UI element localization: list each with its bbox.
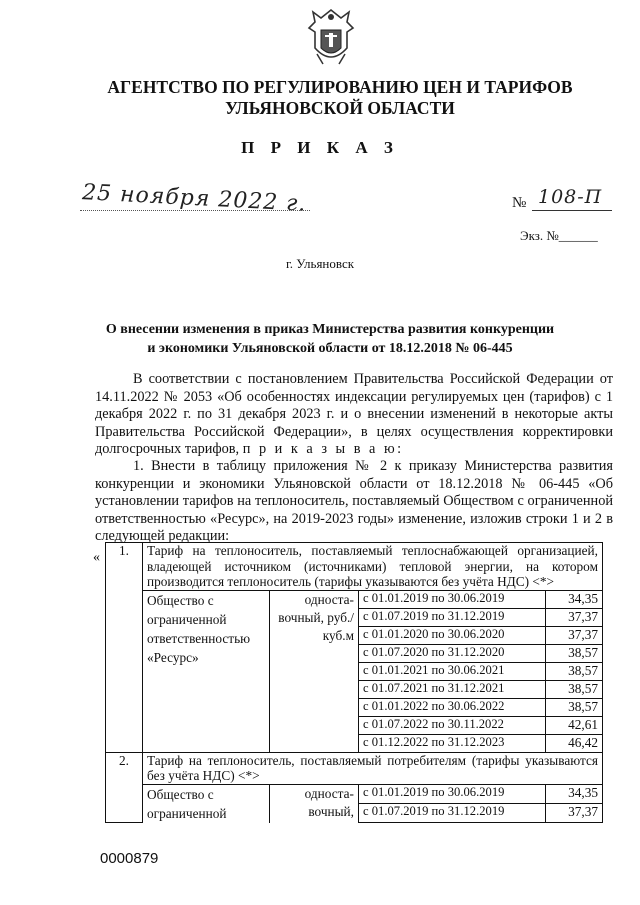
- table-row: [106, 590, 603, 608]
- city: г. Ульяновск: [285, 256, 355, 271]
- copy-number: Экз. №______: [520, 228, 598, 243]
- value-cell: 37,37: [546, 608, 603, 626]
- period-cell: с 01.07.2022 по 30.11.2022: [359, 716, 546, 734]
- table-row-2-header: [106, 752, 603, 784]
- handwritten-date: 25 ноября 2022 г.: [81, 180, 307, 217]
- row-2-unit: односта-вочный,: [270, 784, 359, 823]
- value-cell: 38,57: [546, 644, 603, 662]
- row-2-description: Тариф на теплоноситель, поставляемый потребителям (тарифы указываются без учёта НДС) <*>: [143, 752, 603, 784]
- period-cell: с 01.07.2020 по 31.12.2020: [359, 644, 546, 662]
- handwritten-number: 108-П: [538, 186, 603, 208]
- row-1-description: Тариф на теплоноситель, поставляемый теплоснабжающей организацией, владеющей источником (источниками) тепловой энергии, на котором производится теплоноситель (тарифы указываются без учёта НДС) <*>: [143, 543, 603, 591]
- period-cell: с 01.01.2019 по 30.06.2019: [359, 784, 546, 803]
- period-cell: с 01.07.2019 по 31.12.2019: [359, 608, 546, 626]
- period-cell: с 01.07.2021 по 31.12.2021: [359, 680, 546, 698]
- table-row: [106, 784, 603, 803]
- value-cell: 46,42: [546, 734, 603, 752]
- order-subject: [100, 320, 560, 358]
- value-cell: 34,35: [546, 784, 603, 803]
- period-cell: с 01.01.2019 по 30.06.2019: [359, 590, 546, 608]
- agency-name-line1: АГЕНТСТВО ПО РЕГУЛИРОВАНИЮ ЦЕН И ТАРИФОВ: [107, 77, 573, 97]
- paragraph-preamble: [95, 371, 613, 459]
- value-cell: 37,37: [546, 626, 603, 644]
- number-underline: [532, 210, 612, 211]
- period-cell: с 01.12.2022 по 31.12.2023: [359, 734, 546, 752]
- table-row-1-header: [106, 543, 603, 591]
- tariff-table: [105, 542, 603, 823]
- row-number-1: 1.: [106, 543, 143, 753]
- document-type: П Р И К А З: [241, 138, 399, 157]
- period-cell: с 01.07.2019 по 31.12.2019: [359, 803, 546, 822]
- coat-of-arms-emblem: [303, 8, 359, 68]
- agency-name-line2: УЛЬЯНОВСКОЙ ОБЛАСТИ: [225, 98, 455, 118]
- number-label: №: [512, 195, 527, 211]
- period-cell: с 01.01.2020 по 30.06.2020: [359, 626, 546, 644]
- period-cell: с 01.01.2021 по 30.06.2021: [359, 662, 546, 680]
- row-1-organization: Общество с ограниченной ответственностью «Ресурс»: [143, 590, 270, 752]
- value-cell: 42,61: [546, 716, 603, 734]
- value-cell: 38,57: [546, 662, 603, 680]
- order-word: п р и к а з ы в а ю:: [242, 441, 404, 457]
- period-cell: с 01.01.2022 по 30.06.2022: [359, 698, 546, 716]
- subject-line1: О внесении изменения в приказ Министерства развития конкуренции: [105, 322, 555, 337]
- preamble-text: В соответствии с постановлением Правительства Российской Федерации от 14.11.2022 № 2053 «Об особенностях индексации регулируемых цен (тарифов) с 1 декабря 2022 г. по 31 декабря 2023 г. и о внесении изменений в некоторые акты Правительства Российской Федерации», в целях осуществления корректировки долгосрочных тарифов,: [95, 371, 613, 457]
- paragraph-item-1: 1. Внести в таблицу приложения № 2 к приказу Министерства развития конкуренции и экономики Ульяновской области от 18.12.2018 № 06-445 «Об установлении тарифов на теплоноситель, поставляемый Обществом с ограниченной ответственностью «Ресурс», на 2019-2023 годы» изменение, изложив строки 1 и 2 в следующей редакции:: [95, 458, 613, 544]
- value-cell: 37,37: [546, 803, 603, 822]
- subject-line2: и экономики Ульяновской области от 18.12.2018 № 06-445: [147, 341, 513, 356]
- value-cell: 38,57: [546, 698, 603, 716]
- document-serial-number: 0000879: [100, 850, 159, 867]
- row-2-organization: Общество с ограниченной: [143, 784, 270, 823]
- date-underline: [80, 210, 310, 211]
- row-number-2: 2.: [106, 752, 143, 823]
- open-quote-mark: «: [93, 550, 100, 565]
- row-1-unit: односта-вочный, руб./ куб.м: [270, 590, 359, 752]
- value-cell: 38,57: [546, 680, 603, 698]
- value-cell: 34,35: [546, 590, 603, 608]
